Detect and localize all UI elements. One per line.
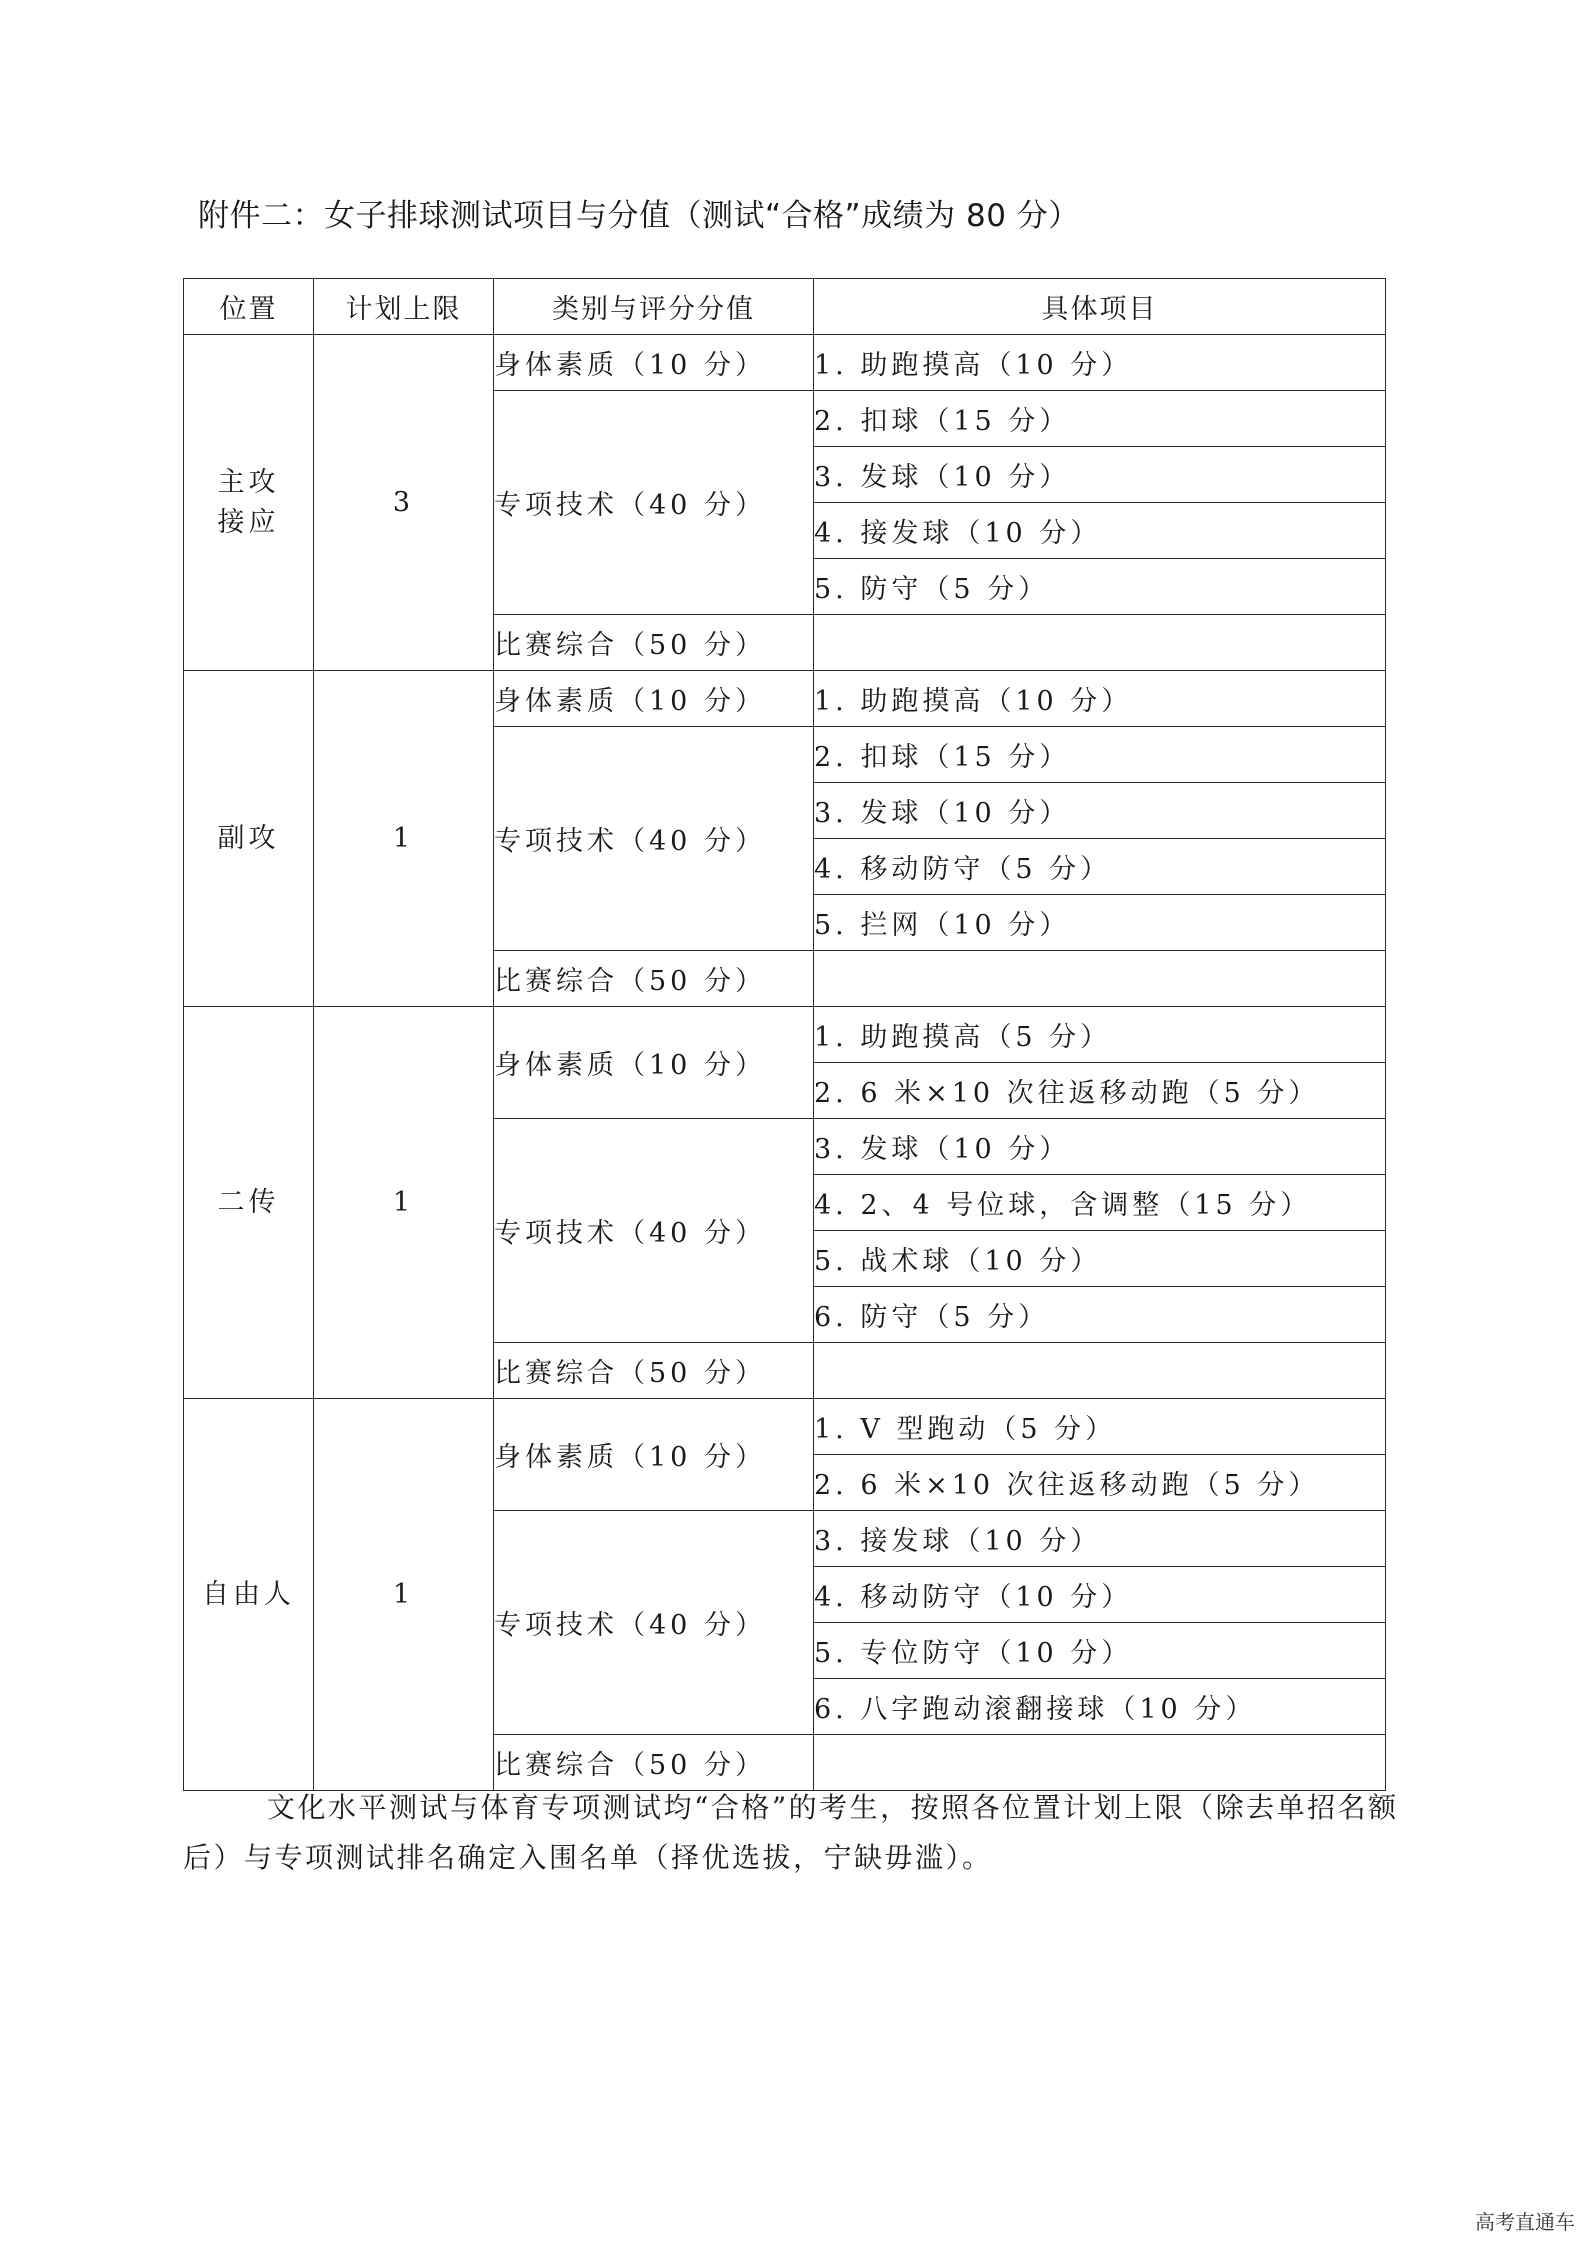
category-match: 比赛综合（50 分） bbox=[494, 951, 814, 1007]
item-cell: 3. 接发球（10 分） bbox=[814, 1511, 1386, 1567]
quota-cell: 1 bbox=[314, 1007, 494, 1399]
item-cell: 3. 发球（10 分） bbox=[814, 447, 1386, 503]
category-physical: 身体素质（10 分） bbox=[494, 671, 814, 727]
item-cell: 1. V 型跑动（5 分） bbox=[814, 1399, 1386, 1455]
item-cell-empty bbox=[814, 951, 1386, 1007]
position-cell bbox=[184, 335, 314, 671]
table-row bbox=[184, 1399, 1386, 1455]
category-technical: 专项技术（40 分） bbox=[494, 1119, 814, 1343]
position-cell bbox=[184, 671, 314, 1007]
item-cell: 5. 防守（5 分） bbox=[814, 559, 1386, 615]
item-cell: 3. 发球（10 分） bbox=[814, 783, 1386, 839]
note-text: 文化水平测试与体育专项测试均“合格”的考生，按照各位置计划上限（除去单招名额后）与专项测试排名确定入围名单（择优选拔，宁缺毋滥）。 bbox=[183, 1791, 1399, 1874]
header-category: 类别与评分分值 bbox=[494, 279, 814, 335]
position-cell bbox=[184, 1007, 314, 1399]
item-cell: 2. 扣球（15 分） bbox=[814, 391, 1386, 447]
position-name-line: 主攻 bbox=[217, 466, 280, 498]
item-cell: 6. 八字跑动滚翻接球（10 分） bbox=[814, 1679, 1386, 1735]
position-name-line: 副攻 bbox=[217, 822, 280, 854]
position-name-line: 接应 bbox=[217, 506, 280, 538]
item-cell: 1. 助跑摸高（10 分） bbox=[814, 671, 1386, 727]
header-position: 位置 bbox=[184, 279, 314, 335]
table-row bbox=[184, 1007, 1386, 1063]
table-row bbox=[184, 671, 1386, 727]
item-cell: 5. 拦网（10 分） bbox=[814, 895, 1386, 951]
table-header-row bbox=[184, 279, 1386, 335]
item-cell: 1. 助跑摸高（5 分） bbox=[814, 1007, 1386, 1063]
item-cell: 5. 专位防守（10 分） bbox=[814, 1623, 1386, 1679]
item-cell: 4. 接发球（10 分） bbox=[814, 503, 1386, 559]
category-match: 比赛综合（50 分） bbox=[494, 615, 814, 671]
item-cell: 6. 防守（5 分） bbox=[814, 1287, 1386, 1343]
item-cell-empty bbox=[814, 615, 1386, 671]
category-match: 比赛综合（50 分） bbox=[494, 1343, 814, 1399]
quota-cell: 1 bbox=[314, 671, 494, 1007]
item-cell: 2. 6 米×10 次往返移动跑（5 分） bbox=[814, 1063, 1386, 1119]
header-quota: 计划上限 bbox=[314, 279, 494, 335]
category-physical: 身体素质（10 分） bbox=[494, 1399, 814, 1511]
category-technical: 专项技术（40 分） bbox=[494, 391, 814, 615]
item-cell: 4. 2、4 号位球，含调整（15 分） bbox=[814, 1175, 1386, 1231]
item-cell-empty bbox=[814, 1343, 1386, 1399]
position-name-line: 自由人 bbox=[202, 1578, 295, 1610]
table-row bbox=[184, 335, 1386, 391]
item-cell: 4. 移动防守（5 分） bbox=[814, 839, 1386, 895]
item-cell: 2. 扣球（15 分） bbox=[814, 727, 1386, 783]
page-title: 附件二：女子排球测试项目与分值（测试“合格”成绩为 80 分） bbox=[198, 198, 1080, 234]
quota-cell: 3 bbox=[314, 335, 494, 671]
category-technical: 专项技术（40 分） bbox=[494, 727, 814, 951]
category-physical: 身体素质（10 分） bbox=[494, 335, 814, 391]
quota-cell: 1 bbox=[314, 1399, 494, 1791]
table-body bbox=[184, 335, 1386, 1791]
position-name-line: 二传 bbox=[217, 1186, 280, 1218]
position-cell bbox=[184, 1399, 314, 1791]
item-cell: 4. 移动防守（10 分） bbox=[814, 1567, 1386, 1623]
watermark-text: 高考直通车 bbox=[1475, 2210, 1575, 2234]
category-physical: 身体素质（10 分） bbox=[494, 1007, 814, 1119]
category-technical: 专项技术（40 分） bbox=[494, 1511, 814, 1735]
category-match: 比赛综合（50 分） bbox=[494, 1735, 814, 1791]
header-items: 具体项目 bbox=[814, 279, 1386, 335]
item-cell: 3. 发球（10 分） bbox=[814, 1119, 1386, 1175]
volleyball-test-table bbox=[183, 278, 1386, 1791]
item-cell: 5. 战术球（10 分） bbox=[814, 1231, 1386, 1287]
item-cell: 1. 助跑摸高（10 分） bbox=[814, 335, 1386, 391]
note-paragraph bbox=[183, 1783, 1408, 1883]
item-cell: 2. 6 米×10 次往返移动跑（5 分） bbox=[814, 1455, 1386, 1511]
